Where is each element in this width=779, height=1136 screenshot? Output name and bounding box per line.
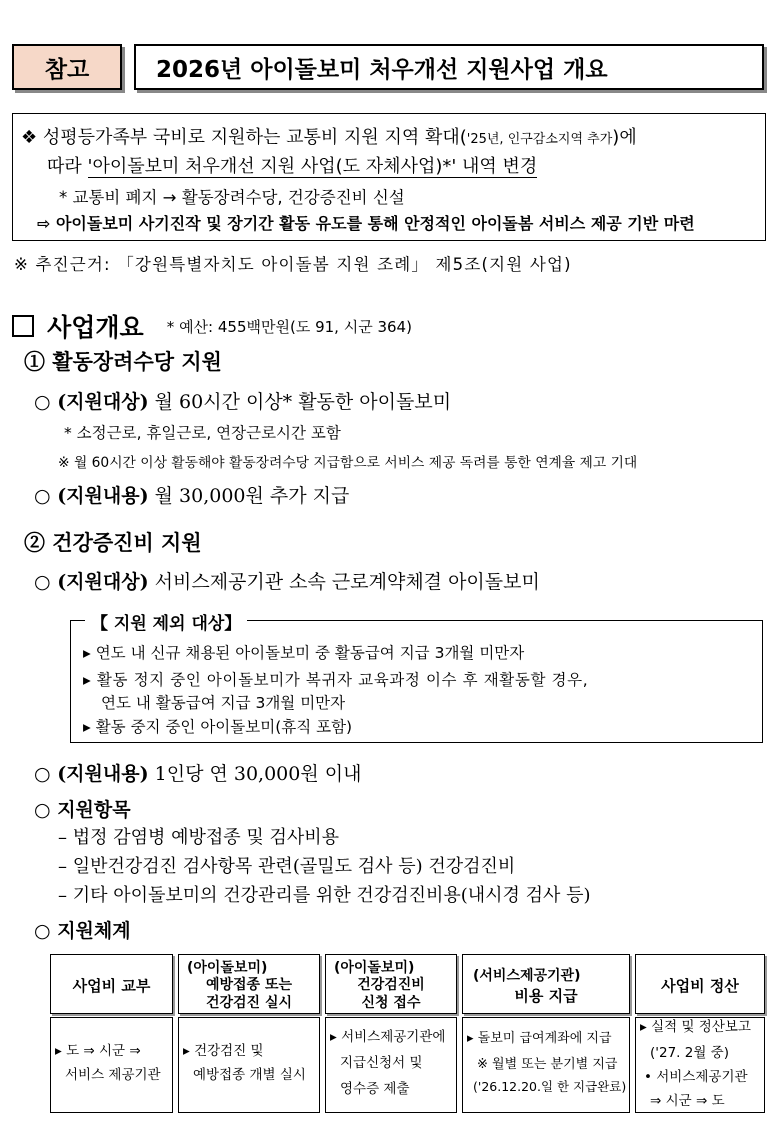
flow-step-2-head: (아이돌보미) 예방접종 또는 건강검진 실시 xyxy=(178,954,320,1014)
title-bar xyxy=(12,44,767,92)
exclusion-title: 【 지원 제외 대상】 xyxy=(85,609,247,634)
flow-step-5-body: ▸ 실적 및 정산보고 ('27. 2월 중) • 서비스제공기관 ⇒ 시군 ⇒ 도 xyxy=(635,1017,765,1113)
summary-line-1: ❖ 성평등가족부 국비로 지원하는 교통비 지원 지역 확대('25년, 인구감소지역 추가)에 xyxy=(21,127,637,148)
support-item: – 법정 감염병 예방접종 및 검사비용 xyxy=(58,827,340,848)
reference-tag: 참고 xyxy=(12,44,122,90)
summary-conclusion: ⇨ 아이돌보미 사기진작 및 장기간 활동 유도를 통해 안정적인 아이돌봄 서비스 제공 기반 마련 xyxy=(37,214,695,233)
summary-underlined: '아이돌보미 처우개선 지원 사업(도 자체사업)*' 내역 변경 xyxy=(87,156,538,177)
exclusion-item: ▸ 연도 내 신규 채용된 아이돌보미 중 활동급여 지급 3개월 미만자 xyxy=(83,644,525,662)
exclusion-box xyxy=(70,614,763,743)
legal-basis: ※ 추진근거: 「강원특별자치도 아이돌봄 지원 조례」 제5조(지원 사업) xyxy=(14,255,572,274)
overview-heading: 사업개요 * 예산: 455백만원(도 91, 시군 364) xyxy=(12,308,412,344)
flow-step-1-body: ▸ 도 ⇒ 시군 ⇒ 서비스 제공기관 xyxy=(50,1017,173,1113)
summary-box xyxy=(12,113,766,241)
checkbox-icon xyxy=(12,315,34,337)
section-2-items-label: ○ 지원항목 xyxy=(34,799,131,821)
flow-step-1-head: 사업비 교부 xyxy=(50,954,173,1014)
support-item: – 일반건강검진 검사항목 관련(골밀도 검사 등) 건강검진비 xyxy=(58,856,516,877)
flow-step-2-body: ▸ 건강검진 및 예방접종 개별 실시 xyxy=(178,1017,320,1113)
exclusion-item: ▸ 활동 정지 중인 아이돌보미가 복귀자 교육과정 이수 후 재활동할 경우, xyxy=(83,671,589,689)
page-title: 2026년 아이돌보미 처우개선 지원사업 개요 xyxy=(134,44,764,90)
section-1-title: ① 활동장려수당 지원 xyxy=(24,349,222,374)
section-2-title: ② 건강증진비 지원 xyxy=(24,530,202,555)
summary-line-3: * 교통비 폐지 → 활동장려수당, 건강증진비 신설 xyxy=(59,188,405,207)
exclusion-item-cont: 연도 내 활동급여 지급 3개월 미만자 xyxy=(101,694,346,712)
section-1-content: ○ (지원내용) 월 30,000원 추가 지급 xyxy=(34,485,350,507)
section-1-target: ○ (지원대상) 월 60시간 이상* 활동한 아이돌보미 xyxy=(34,391,452,413)
section-1-note-2: ※ 월 60시간 이상 활동해야 활동장려수당 지급함으로 서비스 제공 독려를 통한 연계율 제고 기대 xyxy=(58,455,638,471)
flow-step-3-head: (아이돌보미) 건강검진비 신청 접수 xyxy=(325,954,457,1014)
support-item: – 기타 아이돌보미의 건강관리를 위한 건강검진비용(내시경 검사 등) xyxy=(58,885,591,906)
exclusion-item: ▸ 활동 중지 중인 아이돌보미(휴직 포함) xyxy=(83,718,353,736)
flow-step-4-head: (서비스제공기관) 비용 지급 xyxy=(462,954,630,1014)
flow-step-5-head: 사업비 정산 xyxy=(635,954,765,1014)
summary-line-1-note: '25년, 인구감소지역 추가 xyxy=(466,132,613,147)
flow-step-3-body: ▸ 서비스제공기관에 지급신청서 및 영수증 제출 xyxy=(325,1017,457,1113)
budget-note: * 예산: 455백만원(도 91, 시군 364) xyxy=(166,317,412,336)
flow-step-4-body: ▸ 돌보미 급여계좌에 지급 ※ 월별 또는 분기별 지급 ('26.12.20.일 한 지급완료) xyxy=(462,1017,630,1113)
section-2-target: ○ (지원대상) 서비스제공기관 소속 근로계약체결 아이돌보미 xyxy=(34,571,540,593)
section-2-system-label: ○ 지원체계 xyxy=(34,920,131,942)
section-1-note-1: * 소정근로, 휴일근로, 연장근로시간 포함 xyxy=(64,424,341,442)
section-2-content: ○ (지원내용) 1인당 연 30,000원 이내 xyxy=(34,763,362,785)
summary-line-2: 따라 '아이돌보미 처우개선 지원 사업(도 자체사업)*' 내역 변경 xyxy=(47,156,538,177)
